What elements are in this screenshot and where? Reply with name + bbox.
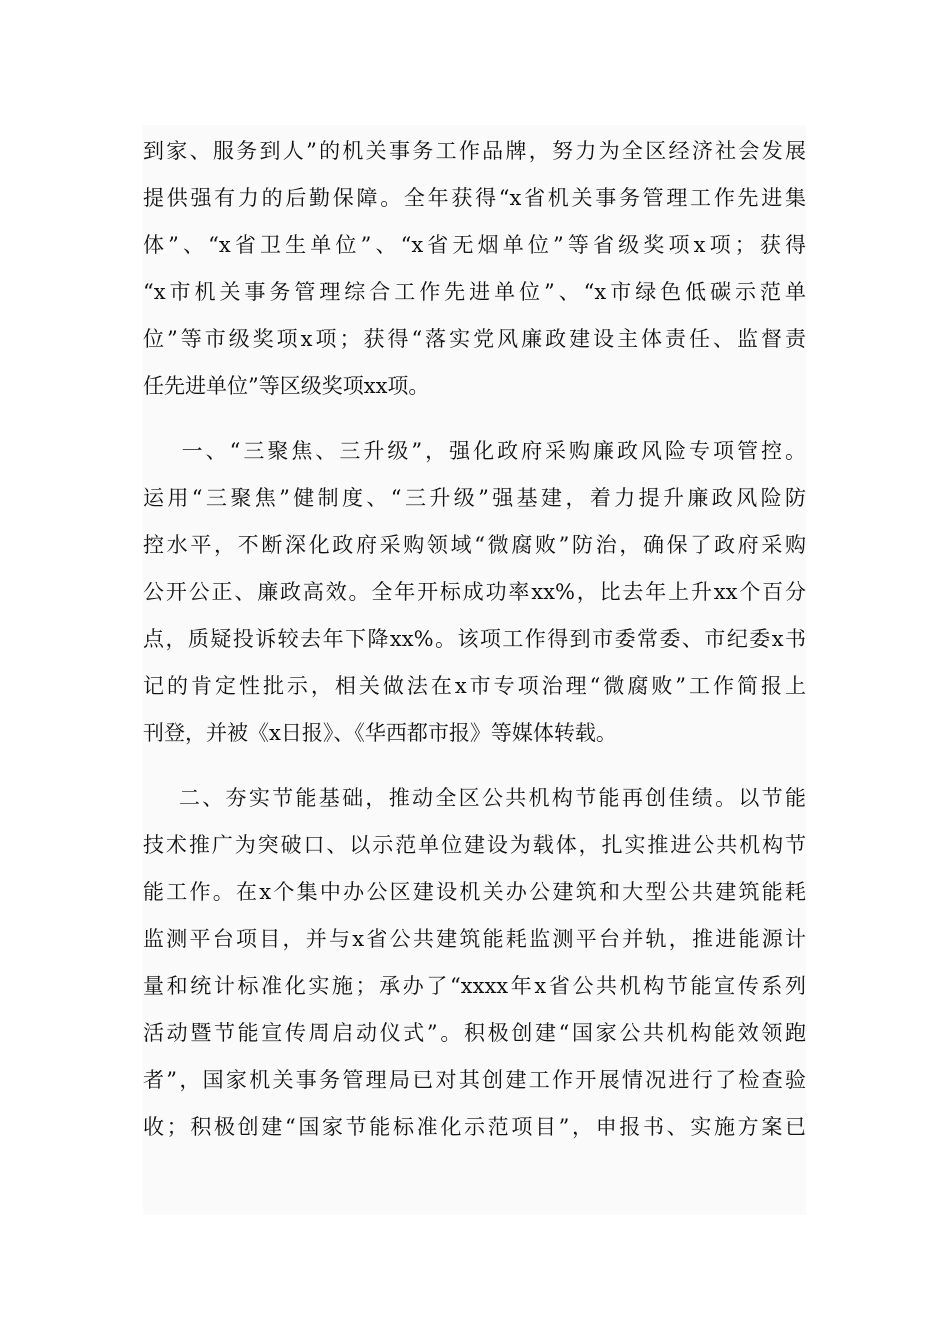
text-line: 记的肯定性批示，相关做法在x市专项治理“微腐败”工作简报上: [143, 674, 806, 698]
text-line: 活动暨节能宣传周启动仪式”。积极创建“国家公共机构能效领跑: [143, 1021, 806, 1045]
text-line: 任先进单位”等区级奖项xx项。: [143, 374, 430, 398]
text-line: 运用“三聚焦”健制度、“三升级”强基建，着力提升廉政风险防: [143, 486, 806, 510]
paragraph-gap: [143, 757, 806, 775]
text-line: 监测平台项目，并与x省公共建筑能耗监测平台并轨，推进能源计: [143, 927, 806, 951]
paragraph-gap: [143, 410, 806, 428]
paragraph-3: [143, 775, 806, 1151]
text-line: 能工作。在x个集中办公区建设机关办公建筑和大型公共建筑能耗: [143, 880, 806, 904]
text-line: 技术推广为突破口、以示范单位建设为载体，扎实推进公共机构节: [143, 833, 806, 857]
text-line: 控水平，不断深化政府采购领域“微腐败”防治，确保了政府采购: [143, 533, 806, 557]
document-body: [143, 128, 806, 1151]
text-line: 到家、服务到人”的机关事务工作品牌，努力为全区经济社会发展: [143, 139, 806, 163]
text-line: 一、“三聚焦、三升级”，强化政府采购廉政风险专项管控。: [143, 439, 806, 463]
text-line: 量和统计标准化实施；承办了“xxxx年x省公共机构节能宣传系列: [143, 974, 806, 998]
text-line: 收；积极创建“国家节能标准化示范项目”，申报书、实施方案已: [143, 1115, 806, 1139]
text-line: “x市机关事务管理综合工作先进单位”、“x市绿色低碳示范单: [143, 280, 806, 304]
text-line: 体”、“x省卫生单位”、“x省无烟单位”等省级奖项x项；获得: [143, 233, 806, 257]
paragraph-2: [143, 428, 806, 757]
text-line: 位”等市级奖项x项；获得“落实党风廉政建设主体责任、监督责: [143, 327, 806, 351]
text-line: 者”，国家机关事务管理局已对其创建工作开展情况进行了检查验: [143, 1068, 806, 1092]
text-line: 提供强有力的后勤保障。全年获得“x省机关事务管理工作先进集: [143, 186, 806, 210]
text-line: 公开公正、廉政高效。全年开标成功率xx%，比去年上升xx个百分: [143, 580, 806, 604]
text-line: 二、夯实节能基础，推动全区公共机构节能再创佳绩。以节能: [143, 786, 806, 810]
paragraph-1: [143, 128, 806, 410]
text-line: 刊登，并被《x日报》、《华西都市报》等媒体转载。: [143, 721, 617, 745]
text-line: 点，质疑投诉较去年下降xx%。该项工作得到市委常委、市纪委x书: [143, 627, 806, 651]
